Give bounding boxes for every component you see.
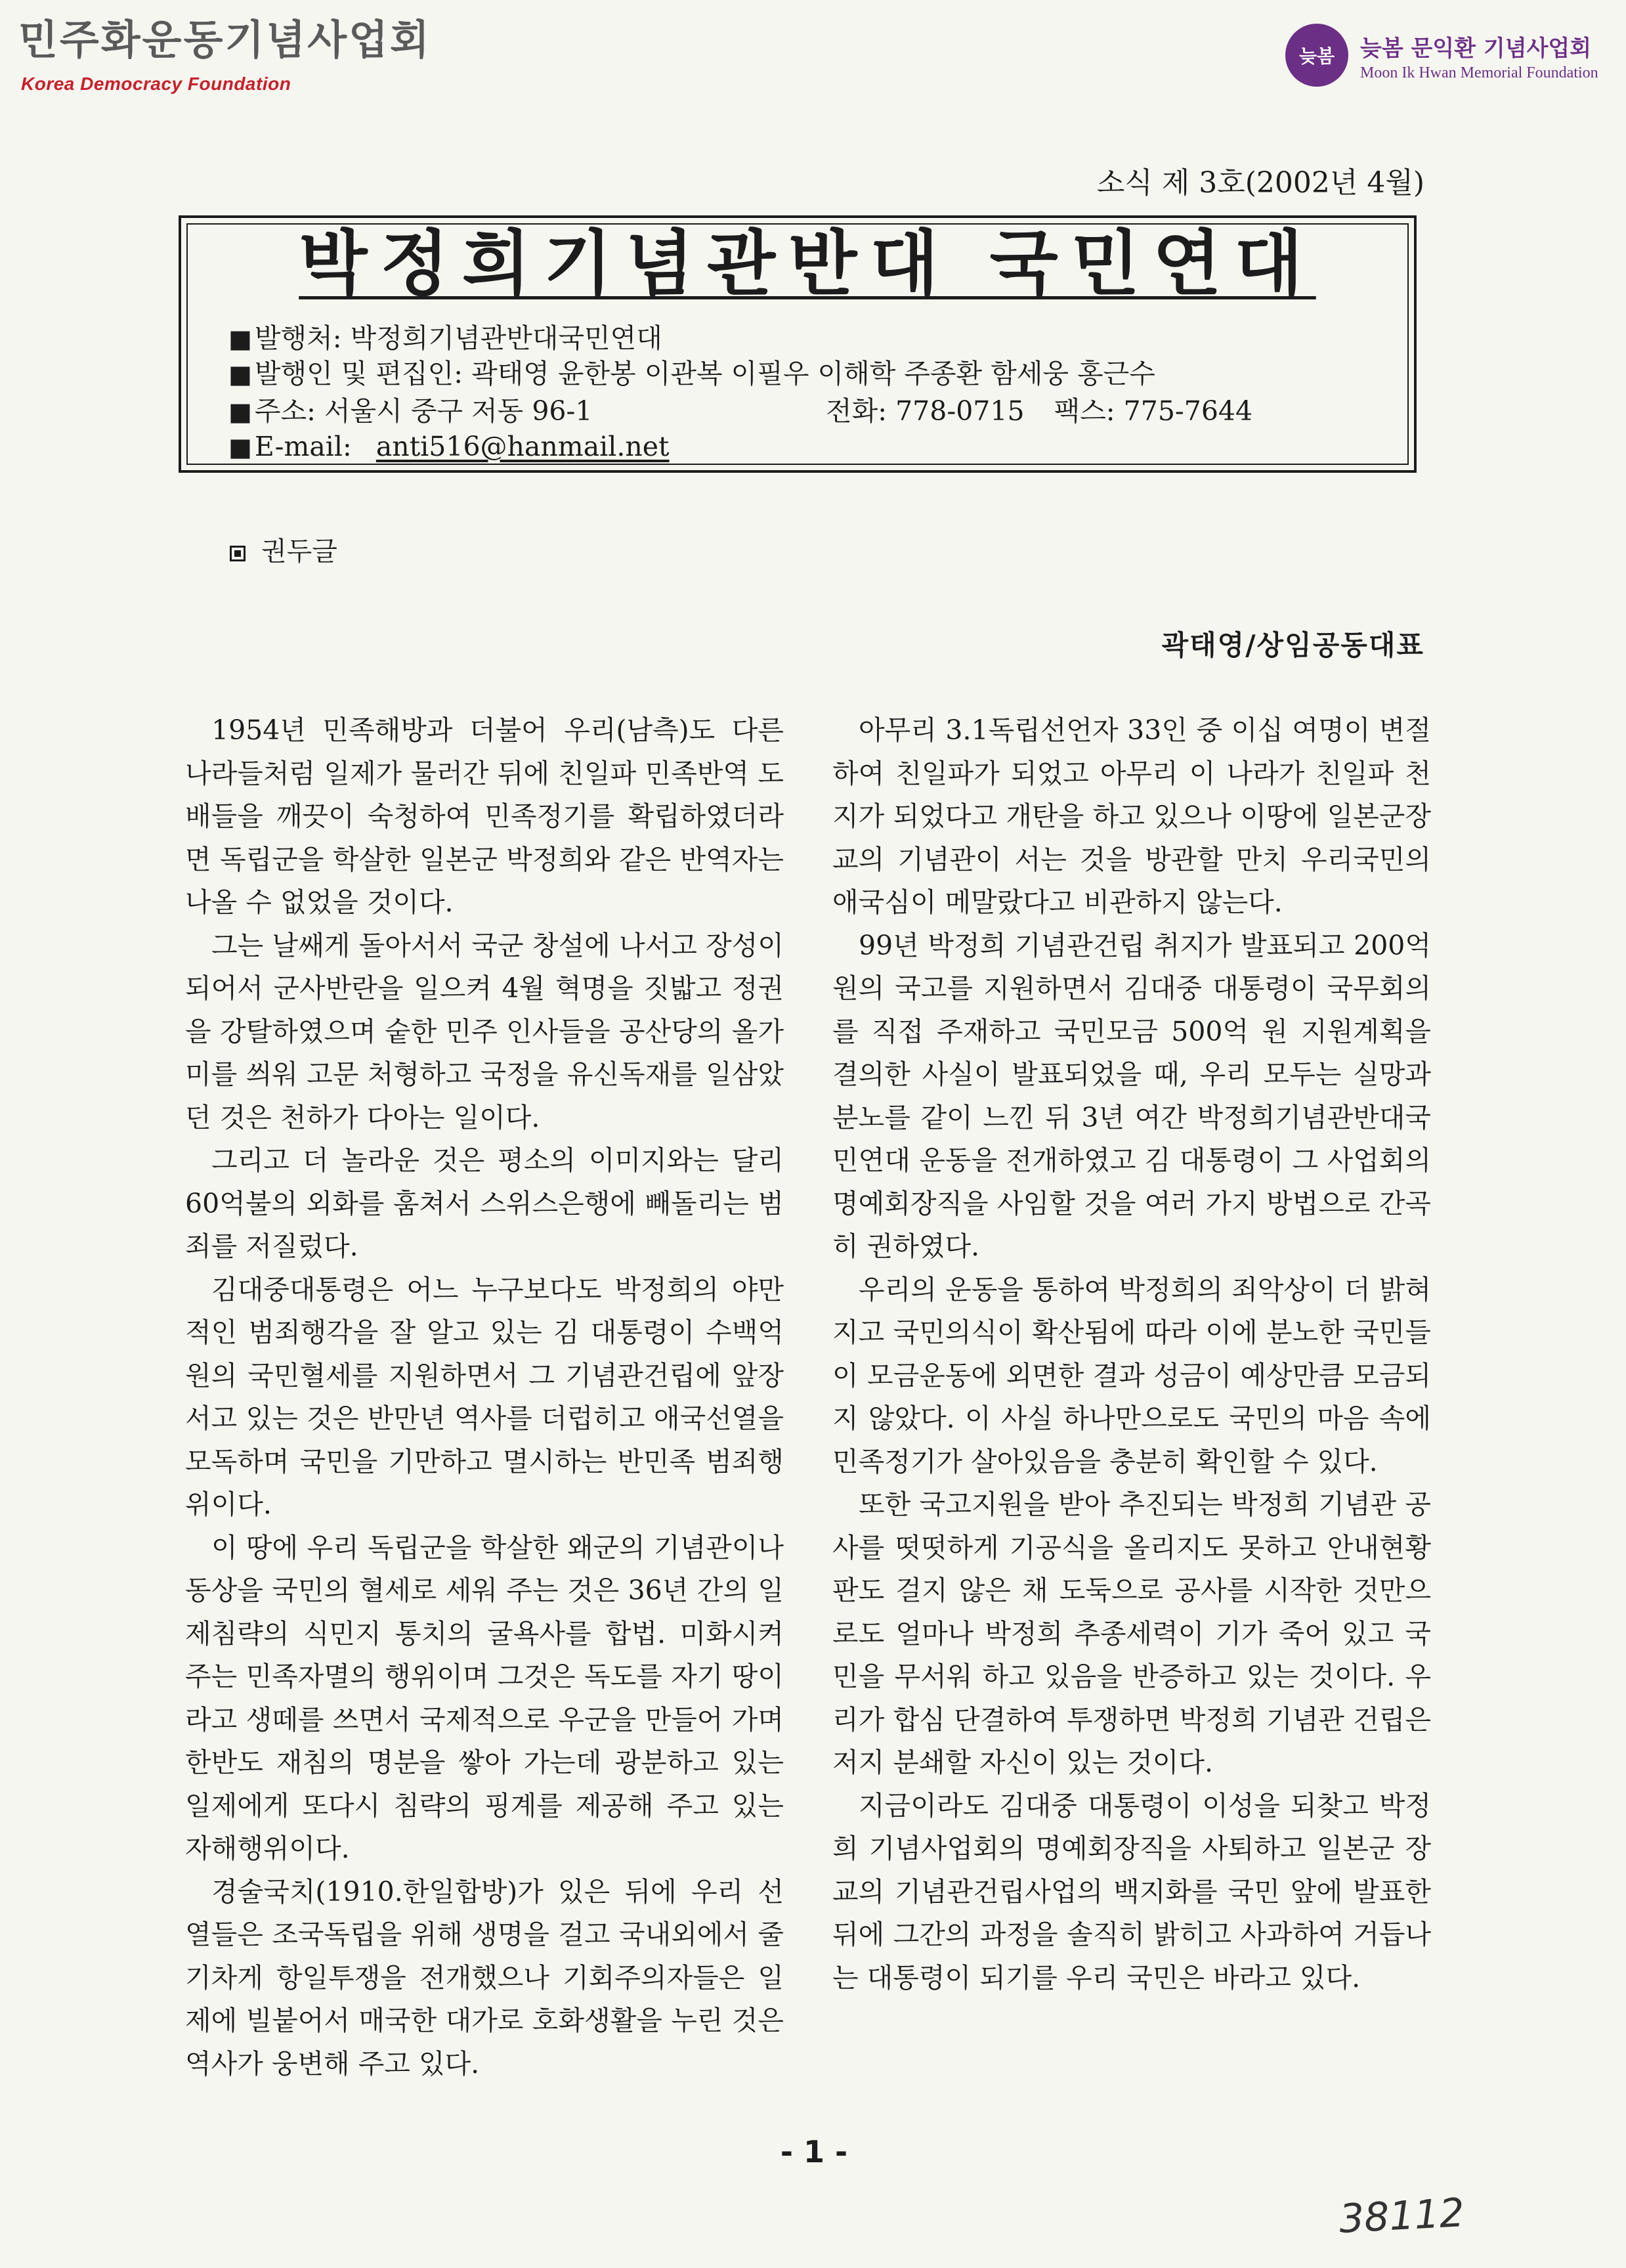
address-value: 서울시 중구 저동 96-1 [324, 395, 593, 427]
section-heading [230, 531, 337, 568]
article-paragraph: 1954년 민족해방과 더불어 우리(남측)도 다른 나라들처럼 일제가 물러간 뒤에 친일파 민족반역 도배들을 깨끗이 숙청하여 민족정기를 확립하였더라면 독립군을 학살한 일본군 박정희와 같은 반역자는 나올 수 없었을 것이다. [185, 714, 784, 918]
article-column-left [185, 709, 784, 2085]
email-address: anti516@hanmail.net [375, 431, 670, 462]
kdf-logo-korean: 민주화운동기념사업회 [18, 16, 431, 64]
email-label: ■ E-mail: [228, 431, 352, 462]
editors-line [228, 352, 1155, 391]
address-label: ■ 주소: [228, 395, 316, 427]
editors-value: 곽태영 윤한봉 이관복 이필우 이해학 주종환 함세웅 홍근수 [471, 358, 1155, 389]
section-heading-text: 권두글 [261, 536, 337, 567]
mihf-logo-english: Moon Ik Hwan Memorial Foundation [1360, 64, 1598, 81]
page-number: - 1 - [780, 2134, 848, 2170]
article-paragraph: 경술국치(1910.한일합방)가 있은 뒤에 우리 선열들은 조국독립을 위해 생명을 걸고 국내외에서 줄기차게 항일투쟁을 전개했으나 기회주의자들은 일제에 빌붙어서 매국한 대가로 호화생활을 누린 것은 역사가 웅변해 주고 있다. [185, 1875, 784, 2080]
phone-fax-line [826, 389, 1252, 428]
issue-number: 소식 제 3호(2002년 4월) [1096, 166, 1424, 200]
article-author: 곽태영/상임공동대표 [1161, 629, 1424, 661]
kdf-logo-english: Korea Democracy Foundation [21, 74, 291, 94]
email-line [228, 431, 670, 462]
article-paragraph: 그는 날쌔게 돌아서서 국군 창설에 나서고 장성이 되어서 군사반란을 일으켜 4월 혁명을 짓밟고 정권을 강탈하였으며 숱한 민주 인사들을 공산당의 올가미를 씌워 고문 처형하고 국정을 유신독재를 일삼았던 것은 천하가 다아는 일이다. [185, 929, 784, 1133]
publisher-value: 박정희기념관반대국민연대 [350, 322, 662, 354]
article-column-right [832, 709, 1431, 1999]
article-paragraph: 김대중대통령은 어느 누구보다도 박정희의 야만적인 범죄행각을 잘 알고 있는 김 대통령이 수백억 원의 국민혈세를 지원하면서 그 기념관건립에 앞장서고 있는 것은 반만년 역사를 더럽히고 애국선열을 모독하며 국민을 기만하고 멸시하는 반민족 범죄행위이다. [185, 1273, 784, 1520]
address-line [228, 389, 592, 428]
square-bullet-icon [230, 546, 246, 561]
fax-label: 팩스: [1054, 395, 1115, 427]
publisher-line [228, 316, 662, 355]
publisher-label: ■ 발행처: [228, 322, 342, 354]
mihf-emblem-logo: 늦봄 [1285, 24, 1348, 87]
article-paragraph: 지금이라도 김대중 대통령이 이성을 되찾고 박정희 기념사업회의 명예회장직을 사퇴하고 일본군 장교의 기념관건립사업의 백지화를 국민 앞에 발표한 뒤에 그간의 과정을 솔직히 밝히고 사과하여 거듭나는 대통령이 되기를 우리 국민은 바라고 있다. [832, 1789, 1431, 1994]
article-paragraph: 아무리 3.1독립선언자 33인 중 이십 여명이 변절하여 친일파가 되었고 아무리 이 나라가 친일파 천지가 되었다고 개탄을 하고 있으나 이땅에 일본군장교의 기념관이 서는 것을 방관할 만치 우리국민의 애국심이 메말랐다고 비관하지 않는다. [832, 714, 1431, 918]
article-paragraph: 그리고 더 놀라운 것은 평소의 이미지와는 달리 60억불의 외화를 훔쳐서 스위스은행에 빼돌리는 범죄를 저질렀다. [185, 1145, 784, 1262]
mihf-logo-korean: 늦봄 문익환 기념사업회 [1360, 35, 1592, 62]
phone-value: 778-0715 [895, 395, 1025, 427]
masthead-title: 박정희기념관반대 국민연대 [299, 223, 1316, 305]
fax-value: 775-7644 [1123, 395, 1253, 427]
phone-label: 전화: [826, 395, 888, 427]
article-paragraph: 이 땅에 우리 독립군을 학살한 왜군의 기념관이나 동상을 국민의 혈세로 세워 주는 것은 36년 간의 일제침략의 식민지 통치의 굴욕사를 합법. 미화시켜 주는 민족자멸의 행위이며 그것은 독도를 자기 땅이라고 생떼를 쓰면서 국제적으로 우군을 만들어 가며 한반도 재침의 명분을 쌓아 가는데 광분하고 있는 일제에게 또다시 침략의 핑계를 제공해 주고 있는 자해행위이다. [185, 1531, 784, 1864]
article-paragraph: 99년 박정희 기념관건립 취지가 발표되고 200억 원의 국고를 지원하면서 김대중 대통령이 국무회의를 직접 주재하고 국민모금 500억 원 지원계획을 결의한 사실이 발표되었을 때, 우리 모두는 실망과 분노를 같이 느낀 뒤 3년 여간 박정희기념관반대국민연대 운동을 전개하였고 김 대통령이 그 사업회의 명예회장직을 사임할 것을 여러 가지 방법으로 간곡히 권하였다. [832, 929, 1431, 1262]
article-paragraph: 우리의 운동을 통하여 박정희의 죄악상이 더 밝혀지고 국민의식이 확산됨에 따라 이에 분노한 국민들이 모금운동에 외면한 결과 성금이 예상만큼 모금되지 않았다. 이 사실 하나만으로도 국민의 마음 속에 민족정기가 살아있음을 충분히 확인할 수 있다. [832, 1273, 1431, 1477]
handwritten-archive-number: 38112 [1338, 2190, 1466, 2242]
article-paragraph: 또한 국고지원을 받아 추진되는 박정희 기념관 공사를 떳떳하게 기공식을 올리지도 못하고 안내현황 판도 걸지 않은 채 도둑으로 공사를 시작한 것만으로도 얼마나 박정희 추종세력이 기가 죽어 있고 국민을 무서워 하고 있음을 반증하고 있는 것이다. 우리가 합심 단결하여 투쟁하면 박정희 기념관 건립은 저지 분쇄할 자신이 있는 것이다. [832, 1489, 1431, 1778]
editors-label: ■ 발행인 및 편집인: [228, 358, 463, 389]
